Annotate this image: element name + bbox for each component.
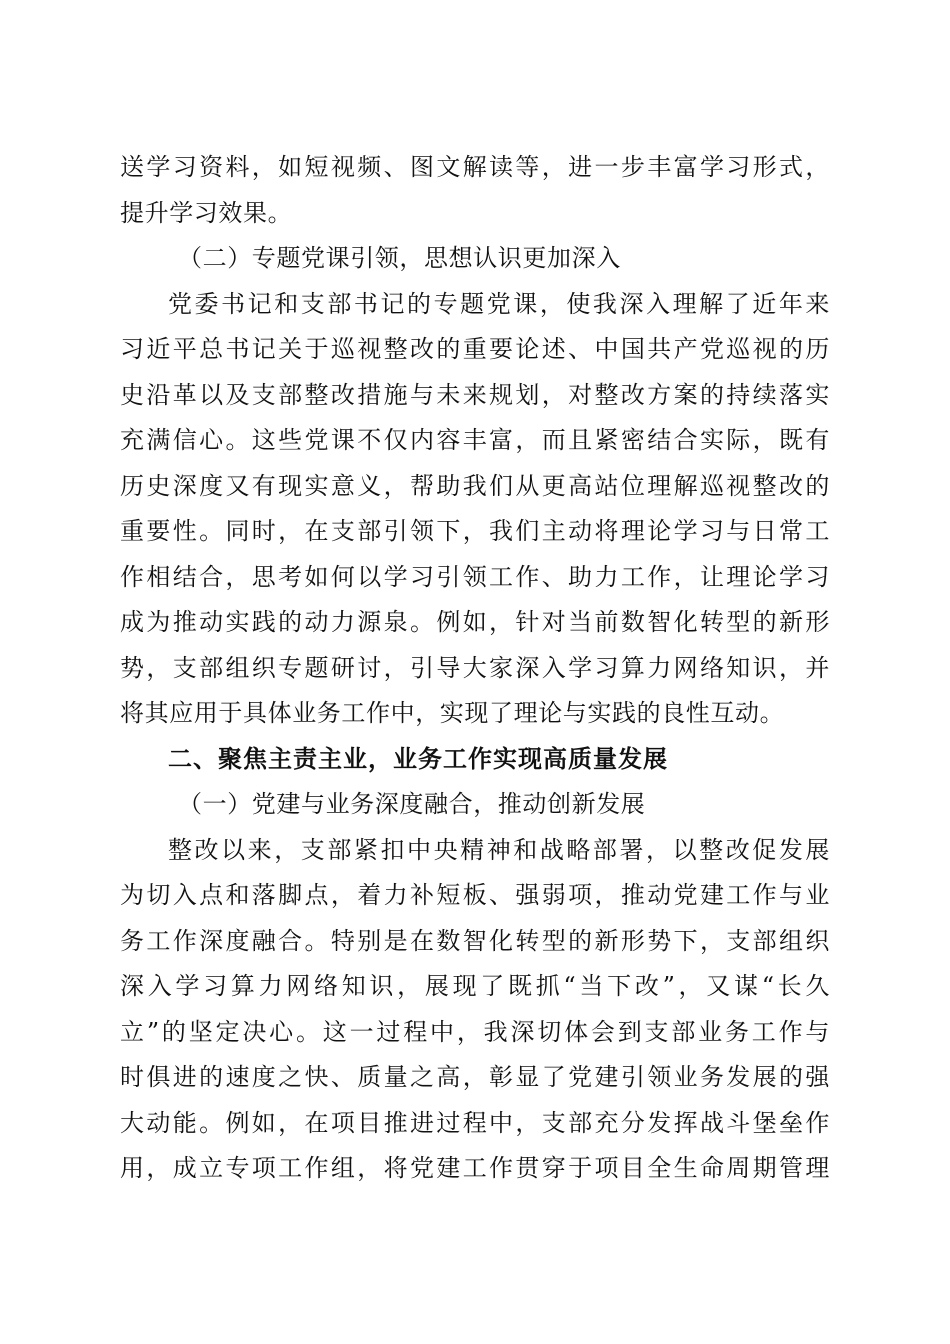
paragraph-line: 立”的坚定决心。这一过程中，我深切体会到支部业务工作与: [120, 1017, 830, 1046]
paragraph-line: 将其应用于具体业务工作中，实现了理论与实践的良性互动。: [120, 699, 785, 727]
paragraph-line: 提升学习效果。: [120, 198, 293, 227]
paragraph-line: 充满信心。这些党课不仅内容丰富，而且紧密结合实际，既有: [120, 426, 830, 454]
paragraph-line: 整改以来，支部紧扣中央精神和战略部署，以整改促发展: [168, 835, 830, 864]
paragraph-line: 历史深度又有现实意义，帮助我们从更高站位理解巡视整改的: [120, 471, 830, 500]
paragraph-line: 习近平总书记关于巡视整改的重要论述、中国共产党巡视的历: [120, 335, 830, 363]
section-subheading: （一）党建与业务深度融合，推动创新发展: [178, 790, 646, 818]
paragraph-line: 时俱进的速度之快、质量之高，彰显了党建引领业务发展的强: [120, 1063, 830, 1091]
paragraph-line: 党委书记和支部书记的专题党课，使我深入理解了近年来: [168, 289, 830, 318]
paragraph-line: 势，支部组织专题研讨，引导大家深入学习算力网络知识，并: [120, 653, 830, 682]
paragraph-line: 为切入点和落脚点，着力补短板、强弱项，推动党建工作与业: [120, 881, 830, 909]
paragraph-line: 深入学习算力网络知识，展现了既抓“当下改”，又谋“长久: [120, 972, 830, 1000]
section-heading: 二、聚焦主责主业，业务工作实现高质量发展: [168, 744, 668, 773]
paragraph-line: 作相结合，思考如何以学习引领工作、助力工作，让理论学习: [120, 562, 830, 591]
paragraph-line: 送学习资料，如短视频、图文解读等，进一步丰富学习形式，: [120, 153, 830, 181]
paragraph-line: 成为推动实践的动力源泉。例如，针对当前数智化转型的新形: [120, 608, 830, 636]
document-body: [120, 145, 830, 1192]
paragraph-line: 大动能。例如，在项目推进过程中，支部充分发挥战斗堡垒作: [120, 1108, 830, 1137]
section-subheading: （二）专题党课引领，思想认识更加深入: [178, 244, 621, 272]
paragraph-line: 重要性。同时，在支部引领下，我们主动将理论学习与日常工: [120, 517, 830, 545]
paragraph-line: 用，成立专项工作组，将党建工作贯穿于项目全生命周期管理: [120, 1154, 830, 1182]
paragraph-line: 史沿革以及支部整改措施与未来规划，对整改方案的持续落实: [120, 380, 830, 409]
paragraph-line: 务工作深度融合。特别是在数智化转型的新形势下，支部组织: [120, 926, 830, 955]
